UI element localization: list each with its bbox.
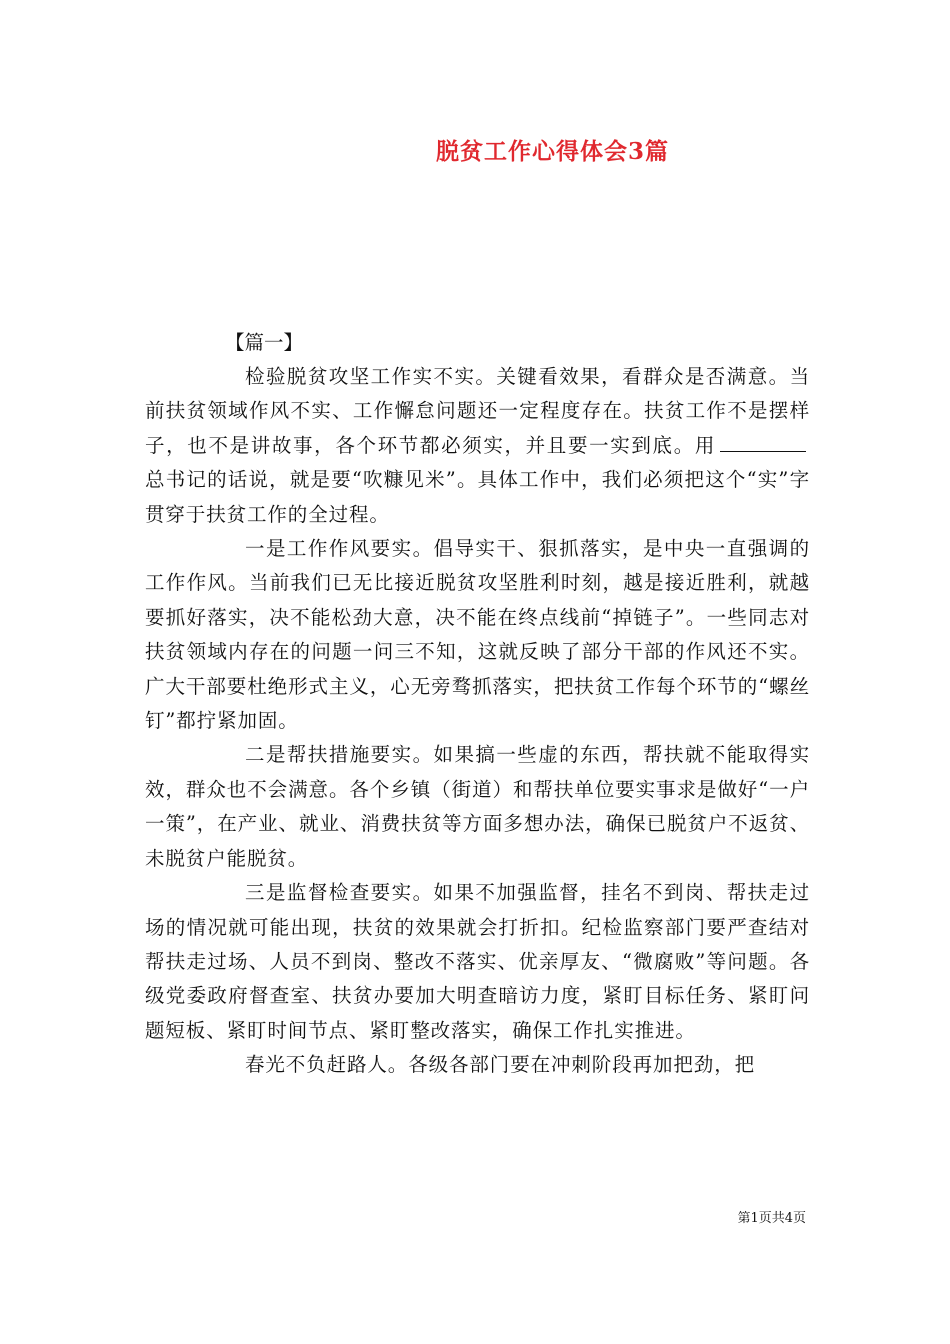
paragraph-intro-part-1: 检验脱贫攻坚工作实不实。关键看效果，看群众是否满意。当前扶贫领域作风不实、工作懈怠问题还一定程度存在。扶贫工作不是摆样子，也不是讲故事，各个环节都必须实，并且要一实到底。用 — [145, 365, 810, 457]
paragraph-intro-part-2: 总书记的话说，就是要“吹糠见米”。具体工作中，我们必须把这个“实”字贯穿于扶贫工作的全过程。 — [145, 468, 810, 526]
document-body — [145, 326, 810, 1083]
paragraph-work-style: 一是工作作风要实。倡导实干、狠抓落实，是中央一直强调的工作作风。当前我们已无比接近脱贫攻坚胜利时刻，越是接近胜利，就越要抓好落实，决不能松劲大意，决不能在终点线前“掉链子”。一些同志对扶贫领域内存在的问题一问三不知，这就反映了部分干部的作风还不实。广大干部要杜绝形式主义，心无旁骛抓落实，把扶贫工作每个环节的“螺丝钉”都拧紧加固。 — [145, 537, 810, 733]
page-number: 第1页共4页 — [737, 1211, 806, 1226]
paragraph-intro — [145, 360, 810, 532]
paragraph-assistance-measures: 二是帮扶措施要实。如果搞一些虚的东西，帮扶就不能取得实效，群众也不会满意。各个乡镇（街道）和帮扶单位要实事求是做好“一户一策”，在产业、就业、消费扶贫等方面多想办法，确保已脱贫户不返贫、未脱贫户能脱贫。 — [145, 743, 810, 870]
paragraph-closing: 春光不负赶路人。各级各部门要在冲刺阶段再加把劲，把 — [245, 1053, 756, 1077]
document-title: 脱贫工作心得体会3篇 — [435, 138, 669, 165]
section-heading: 【篇一】 — [225, 331, 304, 354]
fill-in-blank — [720, 433, 806, 452]
paragraph-supervision: 三是监督检查要实。如果不加强监督，挂名不到岗、帮扶走过场的情况就可能出现，扶贫的效果就会打折扣。纪检监察部门要严查结对帮扶走过场、人员不到岗、整改不落实、优亲厚友、“微腐败”等问题。各级党委政府督查室、扶贫办要加大明查暗访力度，紧盯目标任务、紧盯问题短板、紧盯时间节点、紧盯整改落实，确保工作扎实推进。 — [145, 881, 810, 1042]
